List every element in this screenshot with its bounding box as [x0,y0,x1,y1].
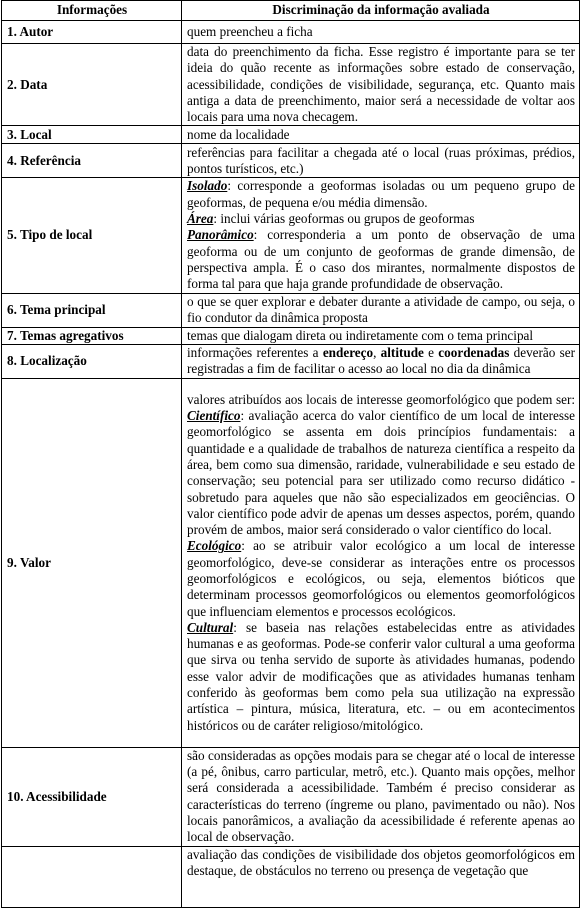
term-panoramico: Panorâmico [187,227,254,243]
information-table [1,0,580,908]
valor-cientifico [187,392,575,539]
valor-intro: valores atribuídos aos locais de interesse geomorfológico que podem ser: [187,391,575,407]
row-text-localizacao [182,344,580,378]
valor-ecologico [187,538,575,619]
text-isolado: : corresponde a geoformas isoladas ou um pequeno grupo de geoformas, de pequena e/ou média dimensão. [187,178,575,210]
row-text-data: data do preenchimento da ficha. Esse registro é importante para se ter ideia do quão recente as informações sobre estado de conservação, acessibilidade, condições de visibilidade, segurança, etc. Quanto mais antiga a data de preenchimento, maior será a necessidade de voltar aos locais para uma nova checagem. [182,44,580,126]
row-label-autor: 1. Autor [2,21,182,44]
text-cientifico: : avaliação acerca do valor científico de um local de interesse geomorfológico se assenta em dois princípios fundamentais: a quantidade e a qualidade de trabalhos de natureza científica a respeito da área, bem como sua dimensão, raridade, vulnerabilidade e seu estado de conservação; seu potencial para ser utilizado como recurso didático - sobretudo para aqueles que não são especializados em geociências. O valor científico pode advir de apenas um desses aspectos, porém, quando provém de ambos, maior será considerado o valor científico do local. [187,408,575,538]
row-text-referencia: referências para facilitar a chegada até o local (ruas próximas, prédios, pontos turísticos, etc.) [182,144,580,178]
table-row [2,44,580,126]
row-label-data: 2. Data [2,44,182,126]
row-text-tipo [182,178,580,293]
row-label-agregativos: 7. Temas agregativos [2,327,182,344]
loc-keyword-altitude: altitude [380,345,424,361]
table-row [2,344,580,378]
header-discriminacao: Discriminação da informação avaliada [182,1,580,21]
row-text-valor [182,378,580,747]
row-label-referencia: 4. Referência [2,144,182,178]
table-row [2,126,580,144]
tipo-isolado [187,178,575,211]
row-label-tema: 6. Tema principal [2,293,182,327]
table-row [2,747,580,846]
row-text-autor: quem preencheu a ficha [182,21,580,44]
text-area: : inclui várias geoformas ou grupos de geoformas [213,211,475,227]
row-label-localizacao: 8. Localização [2,344,182,378]
loc-text-4: deverão ser registradas a fim de facilitar o acesso ao local no dia da dinâmica [187,345,576,377]
term-ecologico: Ecológico [187,538,242,554]
table-row [2,178,580,293]
table-row [2,293,580,327]
row-label-valor: 9. Valor [2,378,182,747]
row-label-acessibilidade: 10. Acessibilidade [2,747,182,846]
text-ecologico: : ao se atribuir valor ecológico a um local de interesse geomorfológico, deve-se considerar as interações entre os processos geomorfológicos e ecológicos, ou seja, elementos bióticos que determinam processos geomorfológicos ou elementos geomorfológicos que influenciam elementos e processos ecológicos. [187,538,575,619]
text-cultural: : se baseia nas relações estabelecidas entre as atividades humanas e as geoformas. Pode-se conferir valor cultural a uma geoforma que sirva ou tenha servido de suporte às atividades humanas, podendo esse valor advir de modificações que as atividades humanas tenham conferido às geoformas bem como pela sua utilização na expressão artística – pintura, música, literatura, etc. – ou em acontecimentos históricos ou de caráter religioso/mitológico. [187,619,575,733]
term-area: Área [187,211,214,227]
header-informacoes: Informações [2,1,182,21]
row-label-local: 3. Local [2,126,182,144]
row-text-local: nome da localidade [182,126,580,144]
table-row [2,378,580,747]
valor-cultural [187,620,575,734]
row-text-tema: o que se quer explorar e debater durante a atividade de campo, ou seja, o fio condutor da dinâmica proposta [182,293,580,327]
term-cientifico: Científico [187,408,241,424]
term-cultural: Cultural [187,619,234,635]
term-isolado: Isolado [187,178,228,194]
loc-text-1: informações referentes a [187,345,323,361]
loc-text-2: , [373,345,381,361]
row-text-visibilidade: avaliação das condições de visibilidade dos objetos geomorfológicos em destaque, de obstáculos no terreno ou presença de vegetação que [182,846,580,907]
table-row [2,327,580,344]
table-row [2,144,580,178]
text-panoramico: : corresponderia a um ponto de observação de uma geoforma ou de um conjunto de geoformas de grande dimensão, de perspectiva ampla. É o caso dos mirantes, normalmente dispostos de forma tal para que haja grande profundidade de observação. [187,227,575,292]
table-header-row [2,1,580,21]
loc-text-3: e [423,345,439,361]
row-text-agregativos: temas que dialogam direta ou indiretamente com o tema principal [182,327,580,344]
loc-keyword-endereco: endereço [322,345,374,361]
row-label-tipo: 5. Tipo de local [2,178,182,293]
table-row [2,21,580,44]
table-row [2,846,580,907]
tipo-area [187,211,575,227]
row-label-visibilidade [2,846,182,907]
loc-keyword-coordenadas: coordenadas [438,345,510,361]
row-text-acessibilidade: são consideradas as opções modais para se chegar até o local de interesse (a pé, ônibus, carro particular, metrô, etc.). Quanto mais opções, melhor será considerada a acessibilidade. Também é preciso considerar as características do terreno (íngreme ou plano, pavimentado ou não). Nos locais panorâmicos, a avaliação da acessibilidade é referente apenas ao local de observação. [182,747,580,846]
tipo-panoramico [187,227,575,292]
